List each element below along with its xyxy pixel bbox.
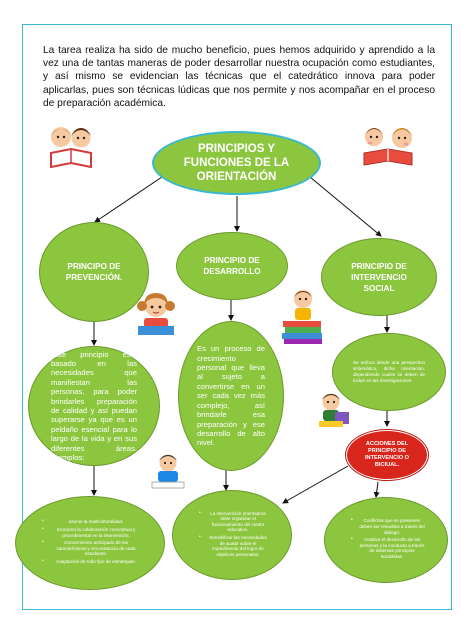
desarrollo-heading-node <box>176 232 288 300</box>
boy-on-books-illustration <box>279 287 325 345</box>
arrow-title-to-prevencion <box>95 177 162 222</box>
prevencion-examples-list <box>38 519 142 566</box>
social-examples-list <box>347 518 425 561</box>
list-item: • Incorpora la colaboración conceptual y procedimental en la intervención. <box>50 527 142 538</box>
social-examples-node <box>324 497 448 583</box>
list-item: • Adaptación de todo tipo de estrategias. <box>50 559 142 565</box>
list-item: • La intervención orientadora debe organizar el funcionamiento del centro educativo. <box>207 511 269 533</box>
list-item: • asume la multiculturalidad. <box>50 519 142 525</box>
desarrollo-description-node <box>178 321 284 471</box>
list-item: • Conocimiento anticipado de las características y circunstancia de cada estudiante. <box>50 540 142 557</box>
prevencion-heading-node <box>39 222 149 322</box>
main-title-node <box>152 131 321 195</box>
list-item: • Sensibilizar las necesidades de acatar sobre el impedimento del logro de objetivos personales. <box>207 535 269 557</box>
prevencion-description: Este principio está basado en las necesidades que manifiestan las personas, para poder brindarles preparación de calidad y así puedan superarse ya que es un peldaño esencial para lo largo de la vida y en sus diferentes áreas. Ejemplos: <box>51 349 137 463</box>
desarrollo-description: Es un proceso de crecimiento personal que lleva al sujeto a convertirse en un ser cada vez más complejo, así brindarle esa preparación y ese desarrollo de alto nivel. <box>197 344 265 448</box>
arrow-title-to-social <box>310 177 381 236</box>
desarrollo-examples-node <box>172 490 292 580</box>
intro-paragraph: La tarea realiza ha sido de mucho beneficio, pues hemos adquirido y aprendido a la vez una de tantas maneras de poder desarrollar nuestra ocupación como estudiantes, y así mismo se evidencian las técnicas que el catedrático innova para poder aplicarlas, pues son técnicas lúdicas que nos permite y nos acompañar en el proceso de preparación académica. <box>43 45 435 109</box>
arrow-acciones-to-social-examples <box>376 482 378 497</box>
reading-kids-illustration-left <box>45 123 97 171</box>
list-item: • Analizar el desarrollo de las personas y la conducta a través de sistemas principios socialistas. <box>359 537 425 559</box>
desarrollo-examples-list <box>195 511 269 560</box>
prevencion-description-node <box>28 346 160 466</box>
main-title: PRINCIPIOS Y FUNCIONES DE LA ORIENTACIÓN <box>183 143 290 183</box>
boy-writing-illustration <box>148 452 188 492</box>
prevencion-heading: PRINCIPO DE PREVENCIÓN. <box>65 262 123 282</box>
social-heading: PRINCIPIO DE INTERVENCIO SOCIAL <box>351 261 407 293</box>
desarrollo-heading: PRINCIPIO DE DESARROLLO <box>203 256 261 276</box>
social-heading-node <box>321 238 437 316</box>
arrow-acciones-to-desarrollo-examples <box>283 466 348 503</box>
acciones-intervencion-node <box>346 430 428 480</box>
social-description-node <box>332 333 446 411</box>
acciones-intervencion-label: ACCIONES DEL PRINCIPIO DE INTERVENCIO O BICIUAL. <box>364 441 410 468</box>
reading-kids-illustration-right <box>356 123 420 169</box>
list-item: • Conflictos que se presenten deben ser resueltos a través del diálogo. <box>359 518 425 535</box>
social-description: Se enfoca desde una perspectiva sistemática, dicha orientación, dependiendo cuales se deben de incluir en las investigaciones. <box>353 360 425 383</box>
prevencion-examples-node <box>15 496 165 590</box>
